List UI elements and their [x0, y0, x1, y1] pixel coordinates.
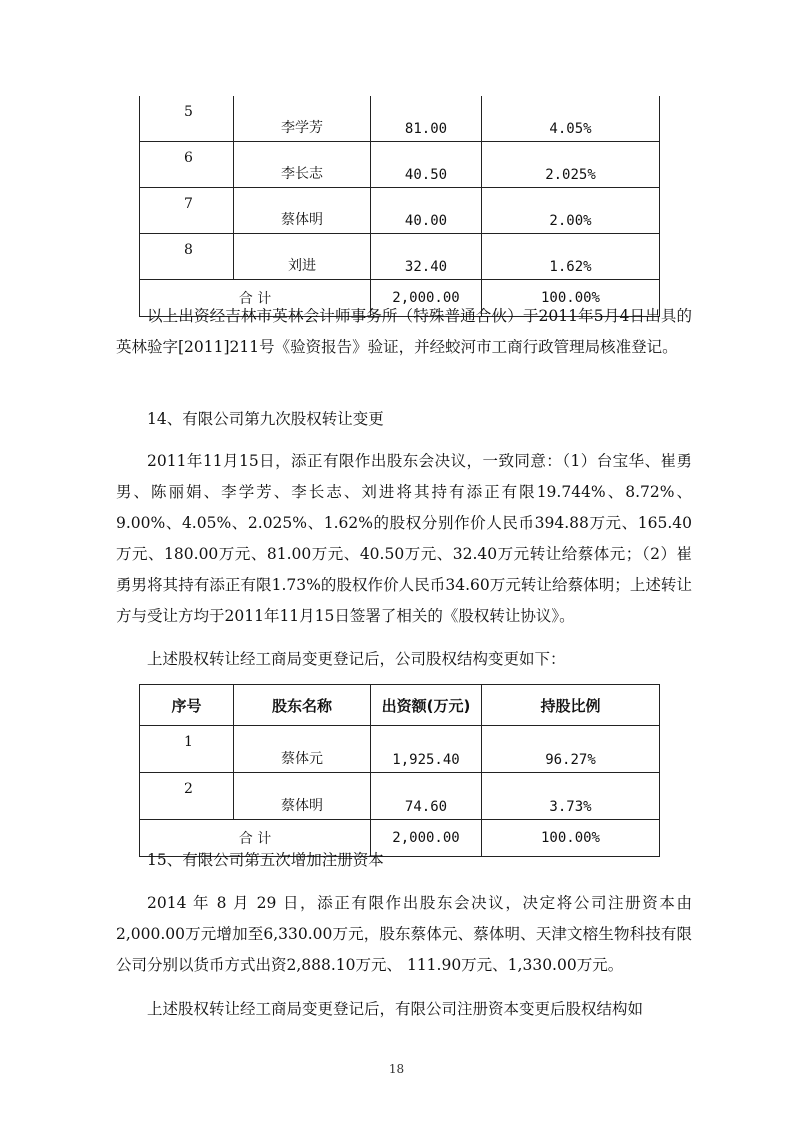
table-row [140, 773, 660, 820]
capital-amount: 40.50 [371, 142, 482, 188]
total-ratio: 100.00% [482, 280, 660, 317]
share-ratio: 2.00% [482, 188, 660, 234]
table-header-row [140, 685, 660, 726]
capital-increase-paragraph: 2014 年 8 月 29 日，添正有限作出股东会决议，决定将公司注册资本由2,000.00万元增加至6,330.00万元，股东蔡体元、蔡体明、天津文榕生物科技有限公司分别以货币方式出资2,888.10万元、 111.90万元、1,330.00万元。 [116, 894, 692, 974]
row-number: 8 [140, 234, 234, 280]
table-row [140, 142, 660, 188]
post-change-paragraph: 上述股权转让经工商局变更登记后，有限公司注册资本变更后股权结构如 [147, 1000, 644, 1018]
capital-amount: 32.40 [371, 234, 482, 280]
shareholder-table [139, 684, 660, 857]
share-ratio: 1.62% [482, 234, 660, 280]
row-number: 1 [140, 726, 234, 773]
header-number: 序号 [140, 685, 234, 726]
row-number: 6 [140, 142, 234, 188]
share-ratio: 3.73% [482, 773, 660, 820]
shareholder-name: 蔡体明 [234, 773, 371, 820]
section-heading-15: 15、有限公司第五次增加注册资本 [147, 851, 384, 869]
table-row [140, 96, 660, 142]
capital-amount: 40.00 [371, 188, 482, 234]
header-shareholder-name: 股东名称 [234, 685, 371, 726]
row-number: 2 [140, 773, 234, 820]
share-ratio: 4.05% [482, 96, 660, 142]
shareholder-name: 蔡体明 [234, 188, 371, 234]
capital-amount: 74.60 [371, 773, 482, 820]
table-row [140, 726, 660, 773]
total-label: 合 计 [140, 280, 371, 317]
page-number: 18 [388, 1062, 405, 1076]
share-ratio: 96.27% [482, 726, 660, 773]
share-ratio: 2.025% [482, 142, 660, 188]
structure-intro-paragraph: 上述股权转让经工商局变更登记后，公司股权结构变更如下： [147, 650, 566, 668]
header-capital-amount: 出资额(万元) [371, 685, 482, 726]
capital-amount: 1,925.40 [371, 726, 482, 773]
shareholder-name: 刘进 [234, 234, 371, 280]
shareholder-name: 蔡体元 [234, 726, 371, 773]
header-share-ratio: 持股比例 [482, 685, 660, 726]
row-number: 7 [140, 188, 234, 234]
verification-paragraph: 以上出资经吉林市英林会计师事务所（特殊普通合伙）于2011年5月4日出具的英林验字[2011]211号《验资报告》验证，并经蛟河市工商行政管理局核准登记。 [116, 307, 692, 356]
row-number: 5 [140, 96, 234, 142]
total-amount: 2,000.00 [371, 820, 482, 857]
section-heading-14: 14、有限公司第九次股权转让变更 [147, 410, 384, 428]
shareholder-name: 李长志 [234, 142, 371, 188]
capital-amount: 81.00 [371, 96, 482, 142]
total-label: 合 计 [140, 820, 371, 857]
shareholder-table-continued [139, 96, 660, 317]
total-amount: 2,000.00 [371, 280, 482, 317]
shareholder-name: 李学芳 [234, 96, 371, 142]
table-row [140, 234, 660, 280]
total-ratio: 100.00% [482, 820, 660, 857]
transfer-paragraph: 2011年11月15日，添正有限作出股东会决议，一致同意：（1）台宝华、崔勇男、陈丽娟、李学芳、李长志、刘进将其持有添正有限19.744%、8.72%、9.00%、4.05%、2.025%、1.62%的股权分别作价人民币394.88万元、165.40万元、180.00万元、81.00万元、40.50万元、32.40万元转让给蔡体元；（2）崔勇男将其持有添正有限1.73%的股权作价人民币34.60万元转让给蔡体明；上述转让方与受让方均于2011年11月15日签署了相关的《股权转让协议》。 [116, 452, 692, 625]
table-row [140, 188, 660, 234]
